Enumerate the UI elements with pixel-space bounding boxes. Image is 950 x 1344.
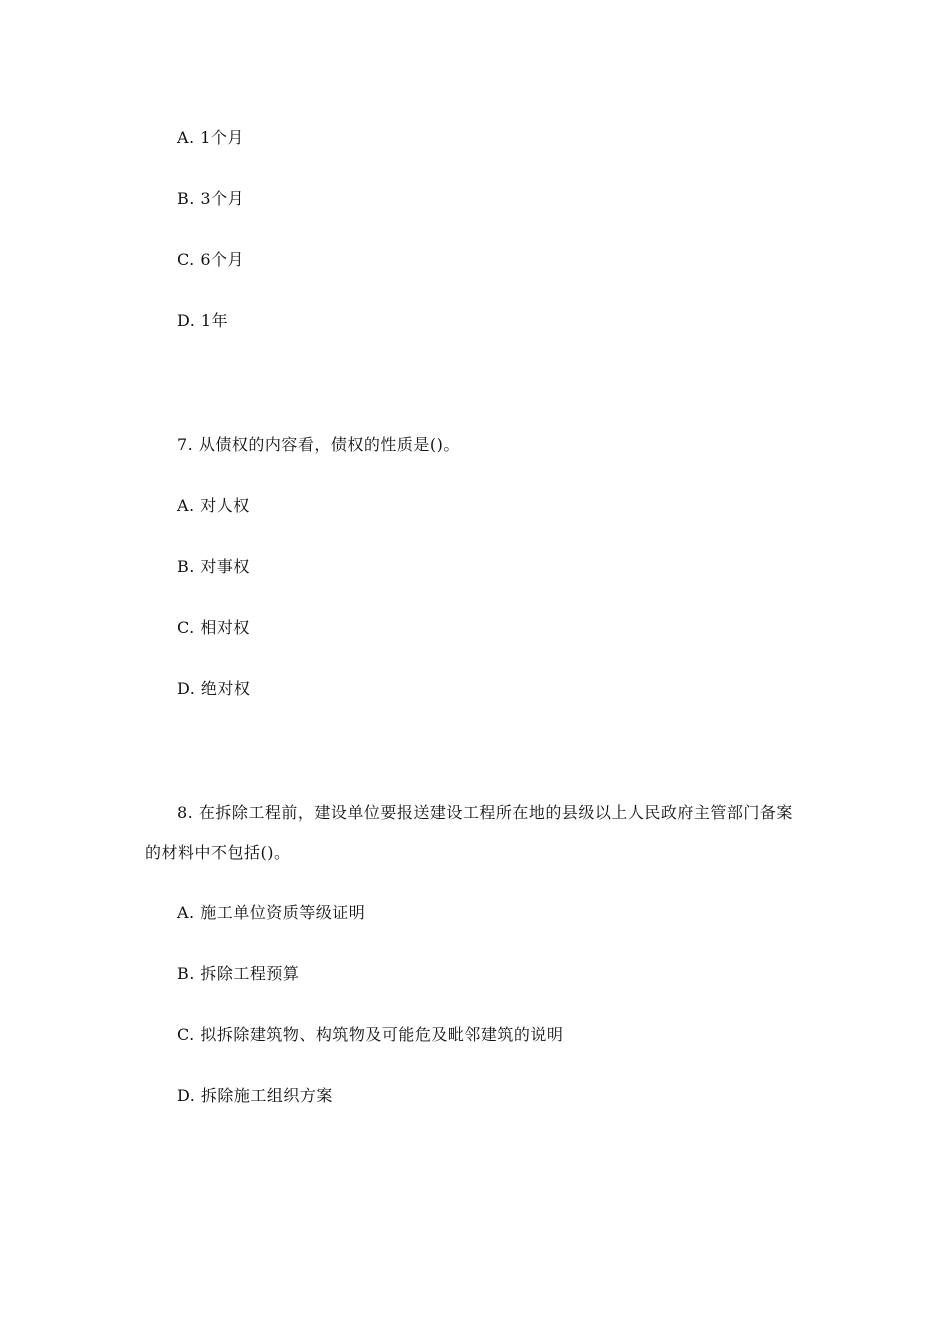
q6-option-d: D. 1年: [177, 311, 229, 330]
q8-option-d: D. 拆除施工组织方案: [177, 1086, 333, 1105]
q7-option-b: B. 对事权: [177, 557, 250, 576]
q6-option-c: C. 6个月: [177, 250, 245, 269]
q7-option-d: D. 绝对权: [177, 679, 251, 698]
q8-option-b: B. 拆除工程预算: [177, 964, 300, 983]
q6-option-a: A. 1个月: [177, 128, 244, 147]
q8-option-c: C. 拟拆除建筑物、构筑物及可能危及毗邻建筑的说明: [177, 1025, 564, 1044]
q8-option-a: A. 施工单位资质等级证明: [177, 903, 366, 922]
q7-option-a: A. 对人权: [177, 496, 250, 515]
q8-stem-line2: 的材料中不包括()。: [145, 843, 291, 862]
q8-stem-line1: 8. 在拆除工程前，建设单位要报送建设工程所在地的县级以上人民政府主管部门备案: [177, 803, 793, 822]
q7-option-c: C. 相对权: [177, 618, 250, 637]
q6-option-b: B. 3个月: [177, 189, 245, 208]
q7-stem: 7. 从债权的内容看，债权的性质是()。: [177, 435, 460, 454]
